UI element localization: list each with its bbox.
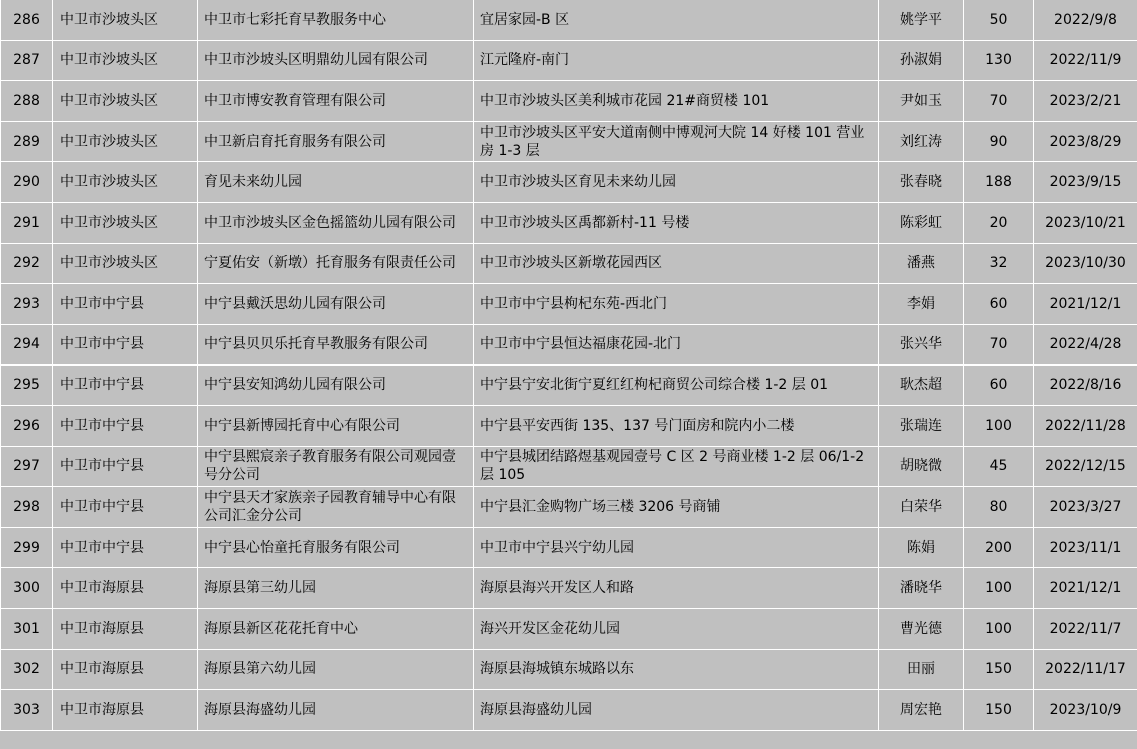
organization-name-cell: 中宁县戴沃思幼儿园有限公司: [198, 284, 474, 325]
address-cell: 中宁县城团结路煜基观园壹号 C 区 2 号商业楼 1-2 层 06/1-2 层 105: [474, 446, 879, 487]
organization-name-cell: 中卫市七彩托育早教服务中心: [198, 0, 474, 40]
table-row: [1, 243, 1137, 284]
address-cell: 海兴开发区金花幼儿园: [474, 608, 879, 649]
capacity-cell: 60: [964, 365, 1034, 406]
address-cell: 中卫市沙坡头区平安大道南侧中博观河大院 14 好楼 101 营业房 1-3 层: [474, 121, 879, 162]
organization-name-cell: 中卫市沙坡头区金色摇篮幼儿园有限公司: [198, 202, 474, 243]
organization-name-cell: 宁夏佑安（新墩）托育服务有限责任公司: [198, 243, 474, 284]
district-cell: 中卫市沙坡头区: [53, 0, 198, 40]
organization-name-cell: 中宁县贝贝乐托育早教服务有限公司: [198, 324, 474, 365]
address-cell: 海原县海盛幼儿园: [474, 690, 879, 731]
row-number: 301: [1, 608, 53, 649]
row-number: 300: [1, 568, 53, 609]
address-cell: 中卫市沙坡头区新墩花园西区: [474, 243, 879, 284]
district-cell: 中卫市中宁县: [53, 446, 198, 487]
capacity-cell: 60: [964, 284, 1034, 325]
date-cell: 2021/12/1: [1034, 284, 1137, 325]
row-number: 288: [1, 81, 53, 122]
capacity-cell: 80: [964, 487, 1034, 528]
contact-person-cell: 胡晓微: [879, 446, 964, 487]
district-cell: 中卫市中宁县: [53, 405, 198, 446]
row-number: 287: [1, 40, 53, 81]
contact-person-cell: 潘晓华: [879, 568, 964, 609]
district-cell: 中卫市沙坡头区: [53, 202, 198, 243]
row-number: 292: [1, 243, 53, 284]
address-cell: 中宁县汇金购物广场三楼 3206 号商铺: [474, 487, 879, 528]
district-cell: 中卫市中宁县: [53, 324, 198, 365]
date-cell: 2022/4/28: [1034, 324, 1137, 365]
date-cell: 2023/11/1: [1034, 527, 1137, 568]
date-cell: 2023/3/27: [1034, 487, 1137, 528]
organization-name-cell: 中宁县安知鸿幼儿园有限公司: [198, 365, 474, 406]
address-cell: 中宁县宁安北街宁夏红红枸杞商贸公司综合楼 1-2 层 01: [474, 365, 879, 406]
row-number: 293: [1, 284, 53, 325]
organization-name-cell: 育见未来幼儿园: [198, 162, 474, 203]
contact-person-cell: 张春晓: [879, 162, 964, 203]
contact-person-cell: 耿杰超: [879, 365, 964, 406]
capacity-cell: 20: [964, 202, 1034, 243]
contact-person-cell: 姚学平: [879, 0, 964, 40]
capacity-cell: 45: [964, 446, 1034, 487]
capacity-cell: 100: [964, 405, 1034, 446]
contact-person-cell: 刘红涛: [879, 121, 964, 162]
table-row: [1, 690, 1137, 731]
district-cell: 中卫市海原县: [53, 690, 198, 731]
contact-person-cell: 陈娟: [879, 527, 964, 568]
capacity-cell: 32: [964, 243, 1034, 284]
organization-name-cell: 海原县海盛幼儿园: [198, 690, 474, 731]
table-row: [1, 527, 1137, 568]
address-cell: 中卫市中宁县枸杞东苑-西北门: [474, 284, 879, 325]
table-row: [1, 202, 1137, 243]
table-row: [1, 365, 1137, 406]
capacity-cell: 188: [964, 162, 1034, 203]
date-cell: 2023/2/21: [1034, 81, 1137, 122]
date-cell: 2022/11/28: [1034, 405, 1137, 446]
date-cell: 2022/12/15: [1034, 446, 1137, 487]
district-cell: 中卫市中宁县: [53, 527, 198, 568]
row-number: 295: [1, 365, 53, 406]
date-cell: 2021/12/1: [1034, 568, 1137, 609]
row-number: 290: [1, 162, 53, 203]
capacity-cell: 150: [964, 649, 1034, 690]
address-cell: 中卫市沙坡头区禹都新村-11 号楼: [474, 202, 879, 243]
date-cell: 2022/9/8: [1034, 0, 1137, 40]
row-number: 297: [1, 446, 53, 487]
organization-name-cell: 海原县新区花花托育中心: [198, 608, 474, 649]
address-cell: 中卫市中宁县兴宁幼儿园: [474, 527, 879, 568]
row-number: 286: [1, 0, 53, 40]
table-row: [1, 40, 1137, 81]
capacity-cell: 70: [964, 324, 1034, 365]
contact-person-cell: 张兴华: [879, 324, 964, 365]
table-row: [1, 446, 1137, 487]
table-row: [1, 405, 1137, 446]
district-cell: 中卫市海原县: [53, 608, 198, 649]
organization-name-cell: 中卫市沙坡头区明鼎幼儿园有限公司: [198, 40, 474, 81]
address-cell: 中卫市沙坡头区美利城市花园 21#商贸楼 101: [474, 81, 879, 122]
table-body: [1, 0, 1137, 730]
district-cell: 中卫市中宁县: [53, 487, 198, 528]
contact-person-cell: 尹如玉: [879, 81, 964, 122]
address-cell: 中宁县平安西街 135、137 号门面房和院内小二楼: [474, 405, 879, 446]
contact-person-cell: 张瑞连: [879, 405, 964, 446]
contact-person-cell: 田丽: [879, 649, 964, 690]
row-number: 291: [1, 202, 53, 243]
contact-person-cell: 李娟: [879, 284, 964, 325]
address-cell: 海原县海城镇东城路以东: [474, 649, 879, 690]
table-row: [1, 81, 1137, 122]
date-cell: 2022/11/7: [1034, 608, 1137, 649]
organization-name-cell: 海原县第三幼儿园: [198, 568, 474, 609]
organization-name-cell: 中宁县天才家族亲子园教育辅导中心有限公司汇金分公司: [198, 487, 474, 528]
table-row: [1, 121, 1137, 162]
contact-person-cell: 曹光德: [879, 608, 964, 649]
date-cell: 2023/10/9: [1034, 690, 1137, 731]
date-cell: 2022/8/16: [1034, 365, 1137, 406]
capacity-cell: 70: [964, 81, 1034, 122]
capacity-cell: 100: [964, 608, 1034, 649]
contact-person-cell: 孙淑娟: [879, 40, 964, 81]
date-cell: 2023/9/15: [1034, 162, 1137, 203]
table-row: [1, 649, 1137, 690]
contact-person-cell: 潘燕: [879, 243, 964, 284]
date-cell: 2022/11/17: [1034, 649, 1137, 690]
date-cell: 2023/8/29: [1034, 121, 1137, 162]
capacity-cell: 150: [964, 690, 1034, 731]
district-cell: 中卫市中宁县: [53, 365, 198, 406]
organization-name-cell: 中宁县熙宸亲子教育服务有限公司观园壹号分公司: [198, 446, 474, 487]
capacity-cell: 100: [964, 568, 1034, 609]
address-cell: 中卫市中宁县恒达福康花园-北门: [474, 324, 879, 365]
table-row: [1, 284, 1137, 325]
table-row: [1, 487, 1137, 528]
row-number: 298: [1, 487, 53, 528]
district-cell: 中卫市沙坡头区: [53, 121, 198, 162]
district-cell: 中卫市中宁县: [53, 284, 198, 325]
district-cell: 中卫市沙坡头区: [53, 40, 198, 81]
address-cell: 宜居家园-B 区: [474, 0, 879, 40]
table-row: [1, 324, 1137, 365]
date-cell: 2023/10/21: [1034, 202, 1137, 243]
contact-person-cell: 白荣华: [879, 487, 964, 528]
row-number: 303: [1, 690, 53, 731]
table-row: [1, 608, 1137, 649]
organization-name-cell: 中宁县心怡童托育服务有限公司: [198, 527, 474, 568]
organization-name-cell: 中卫新启育托育服务有限公司: [198, 121, 474, 162]
address-cell: 中卫市沙坡头区育见未来幼儿园: [474, 162, 879, 203]
district-cell: 中卫市海原县: [53, 568, 198, 609]
capacity-cell: 50: [964, 0, 1034, 40]
capacity-cell: 130: [964, 40, 1034, 81]
district-cell: 中卫市沙坡头区: [53, 81, 198, 122]
row-number: 302: [1, 649, 53, 690]
table-row: [1, 568, 1137, 609]
capacity-cell: 200: [964, 527, 1034, 568]
contact-person-cell: 陈彩虹: [879, 202, 964, 243]
table-row: [1, 162, 1137, 203]
address-cell: 江元隆府-南门: [474, 40, 879, 81]
organization-name-cell: 海原县第六幼儿园: [198, 649, 474, 690]
row-number: 294: [1, 324, 53, 365]
table-row: [1, 0, 1137, 40]
district-cell: 中卫市海原县: [53, 649, 198, 690]
row-number: 296: [1, 405, 53, 446]
capacity-cell: 90: [964, 121, 1034, 162]
date-cell: 2023/10/30: [1034, 243, 1137, 284]
organization-name-cell: 中卫市博安教育管理有限公司: [198, 81, 474, 122]
contact-person-cell: 周宏艳: [879, 690, 964, 731]
district-cell: 中卫市沙坡头区: [53, 162, 198, 203]
organization-name-cell: 中宁县新博园托育中心有限公司: [198, 405, 474, 446]
date-cell: 2022/11/9: [1034, 40, 1137, 81]
district-cell: 中卫市沙坡头区: [53, 243, 198, 284]
address-cell: 海原县海兴开发区人和路: [474, 568, 879, 609]
row-number: 289: [1, 121, 53, 162]
row-number: 299: [1, 527, 53, 568]
